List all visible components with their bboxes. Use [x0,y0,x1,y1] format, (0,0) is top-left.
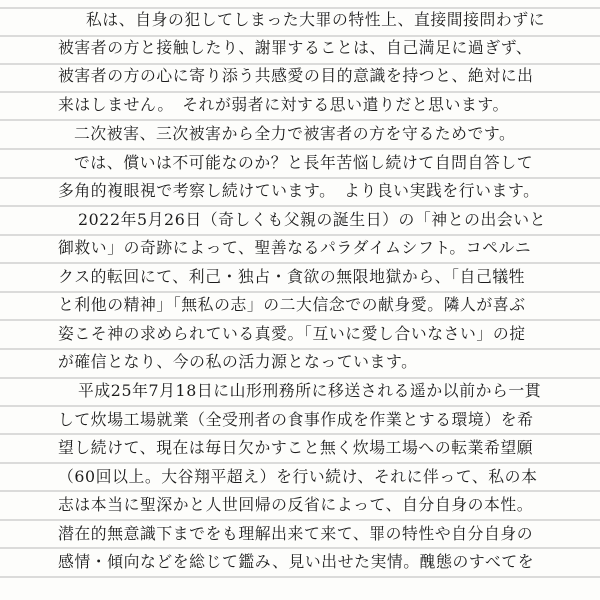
text-line-16: 望し続けて、現在は毎日欠かすこと無く炊場工場への転業希望願 [58,438,534,457]
text-line-9: 御救い」の奇跡によって、聖善なるパラダイムシフト。コペルニ [58,238,532,257]
text-line-1: 私は、自身の犯してしまった大罪の特性上、直接間接問わずに [86,10,546,29]
text-line-7: 多角的複眼視で考察し続けています。 より良い実践を行います。 [58,181,540,200]
text-line-10: クス的転回にて、利己・独占・貪欲の無限地獄から、「自己犠牲 [58,267,526,286]
text-line-18: 志は本当に聖深かと人世回帰の反省によって、自分自身の本性。 [58,495,534,514]
text-line-8: 2022年5月26日（奇しくも父親の誕生日）の「神との出会いと [78,210,547,229]
text-line-5: 二次被害、三次被害から全力で被害者の方を守るためです。 [74,124,516,143]
text-line-4: 来はしません。 それが弱者に対する思い遣りだと思います。 [58,95,509,114]
text-line-11: と利他の精神」「無私の志」の二大信念での献身愛。隣人が喜ぶ [58,295,526,314]
text-line-20: 感情・傾向などを総じて鑑み、見い出せた実情。醜態のすべてを [58,552,535,571]
text-line-12: 姿こそ神の求められている真愛。「互いに愛し合いなさい」の掟 [58,324,526,343]
text-line-14: 平成25年7月18日に山形刑務所に移送される遥か以前から一貫 [78,381,542,400]
text-line-17: （60回以上。大谷翔平超え）を行い続け、それに伴って、私の本 [58,467,538,486]
text-line-15: して炊場工場就業（全受刑者の食事作成を作業とする環境）を希 [58,410,534,429]
text-line-6: では、償いは不可能なのか？と長年苦悩し続けて自問自答して [74,153,534,172]
text-line-2: 被害者の方と接触したり、謝罪することは、自己満足に過ぎず、 [58,38,533,57]
text-line-19: 潜在的無意識下までをも理解出来て来て、罪の特性や自分自身の [58,524,534,543]
text-line-3: 被害者の方の心に寄り添う共感愛の目的意識を持つと、絶対に出 [58,66,534,85]
text-line-13: が確信となり、今の私の活力源となっています。 [58,352,418,371]
